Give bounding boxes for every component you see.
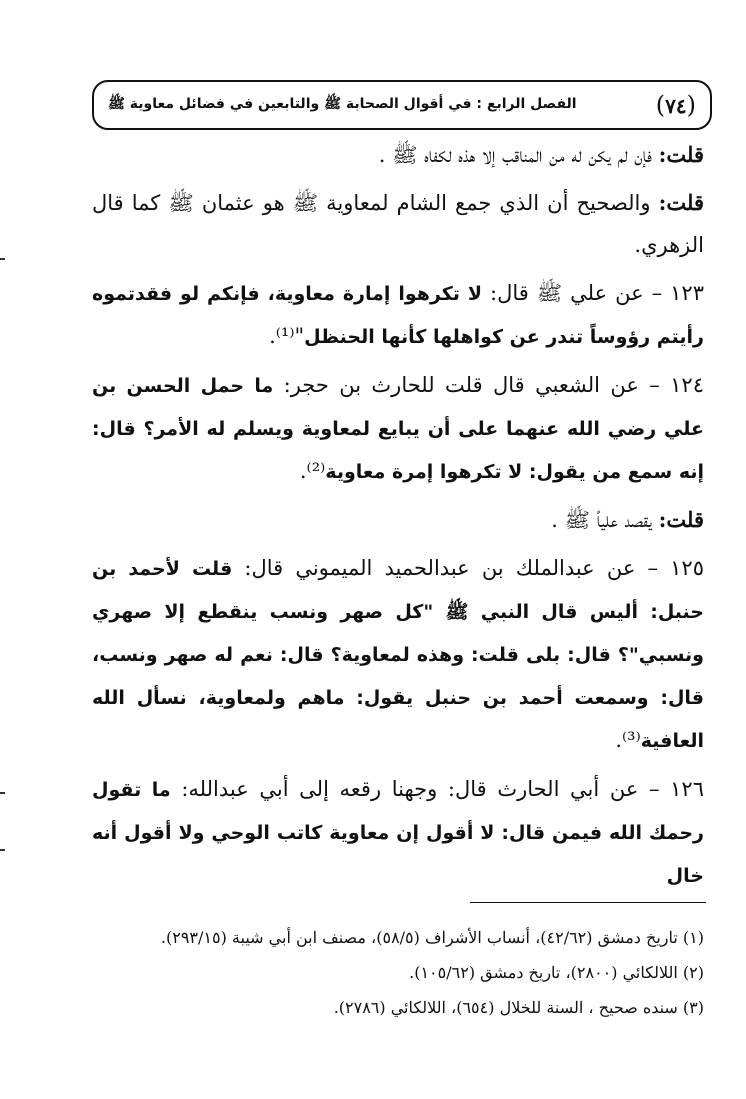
narration-124 (92, 364, 704, 493)
scan-mark (0, 792, 5, 794)
scan-mark (0, 258, 5, 260)
paragraph-text: فإن لم يكن له من المناقب إلا هذه لكفاه ﷺ . (378, 143, 659, 167)
paragraph-text: يقصد علياً ﷺ . (551, 508, 659, 532)
narration-tail: "⁽¹⁾. (269, 324, 305, 348)
paragraph-1 (92, 134, 704, 176)
qultu-label: قلت: (658, 142, 704, 167)
narration-126 (92, 768, 704, 897)
narration-lead: ١٢٦ – عن أبي الحارث قال: وجهنا رقعه إلى أبي عبدالله: (170, 777, 704, 801)
narration-125 (92, 547, 704, 762)
footnote-3: (٣) سنده صحيح ، السنة للخلال (٦٥٤)، اللالكائي (٢٧٨٦). (333, 998, 704, 1017)
qultu-label: قلت: (658, 507, 704, 532)
page-body (92, 134, 704, 903)
scan-mark (0, 849, 5, 851)
narration-quote: لا تكرهوا إمارة معاوية، فإنكم لو فقدتموه رأيتم رؤوساً تندر عن كواهلها كأنها الحنظل (92, 283, 704, 348)
page-header (92, 80, 712, 130)
page-number: (٧٤) (655, 91, 696, 119)
qultu-label: قلت: (658, 190, 704, 215)
chapter-title: الفصل الرابع : في أقوال الصحابة ﷺ والتابعين في فضائل معاوية ﷺ (108, 96, 577, 112)
paragraph-2 (92, 182, 704, 266)
page-number-value: ٧٤ (665, 94, 687, 118)
narration-lead: ١٢٣ – عن علي ﷺ قال: (482, 281, 704, 305)
footnote-1: (١) تاريخ دمشق (٤٢/٦٢)، أنساب الأشراف (٥٨/٥)، مصنف ابن أبي شيبة (٢٩٣/١٥). (160, 928, 704, 947)
narration-quote: قلت لأحمد بن حنبل: أليس قال النبي ﷺ "كل صهر ونسب ينقطع إلا صهري ونسبي"؟ قال: بلى قلت: وهذه لمعاوية؟ قال: نعم له صهر ونسب، قال: وسمعت أحمد بن حنبل يقول: ماهم ولمعاوية، نسأل الله العافية (92, 558, 704, 752)
narration-lead: ١٢٤ – عن الشعبي قال قلت للحارث بن حجر: (273, 373, 704, 397)
paragraph-5 (92, 499, 704, 541)
narration-quote: ما حمل الحسن بن علي رضي الله عنهما على أن يبايع لمعاوية ويسلم له الأمر؟ قال: إنه سمع من يقول: لا تكرهوا إمرة معاوية (92, 375, 704, 483)
narration-123 (92, 272, 704, 358)
narration-quote: ما تقول رحمك الله فيمن قال: لا أقول إن معاوية كاتب الوحي ولا أقول أنه خال (92, 779, 704, 887)
narration-tail: ⁽³⁾. (615, 728, 641, 752)
narration-tail: ⁽²⁾. (299, 459, 326, 483)
footnotes (92, 920, 704, 1025)
narration-lead: ١٢٥ – عن عبدالملك بن عبدالحميد الميموني قال: (232, 556, 704, 580)
paragraph-text: والصحيح أن الذي جمع الشام لمعاوية ﷺ هو عثمان ﷺ كما قال الزهري. (92, 191, 704, 257)
footnote-separator (470, 902, 706, 903)
footnote-2: (٢) اللالكائي (٢٨٠٠)، تاريخ دمشق (١٠٥/٦٢). (409, 963, 704, 982)
